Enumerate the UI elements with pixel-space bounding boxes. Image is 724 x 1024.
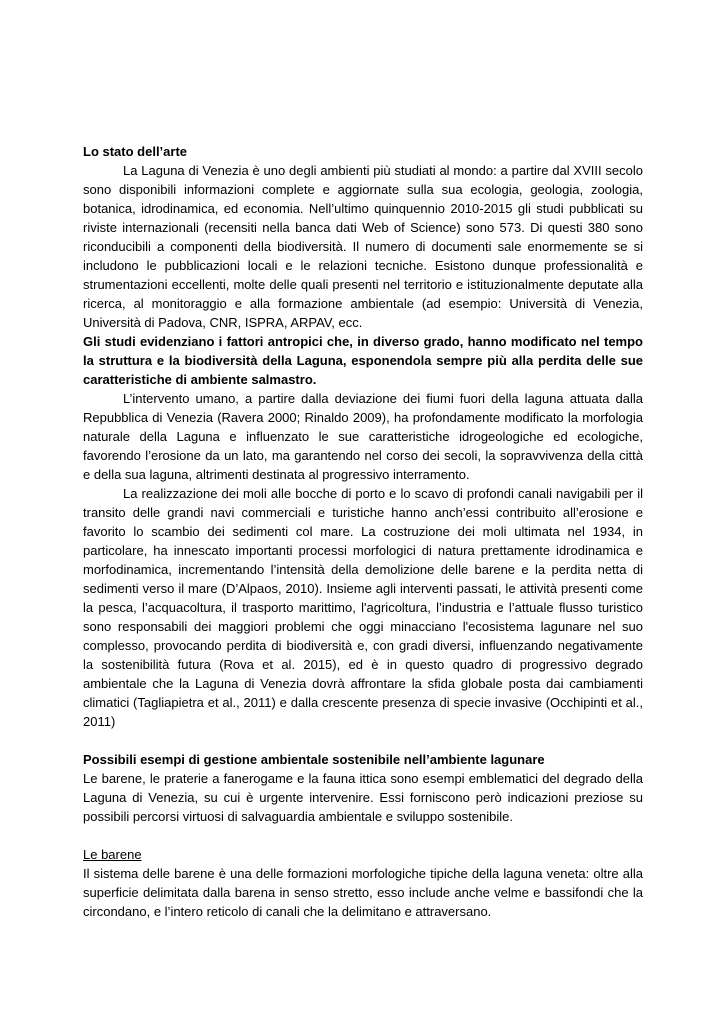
paragraph-sistema-barene: Il sistema delle barene è una delle formazioni morfologiche tipiche della laguna veneta: oltre alla superficie delimitata dalla barena in senso stretto, esso include anche velme e bassifondi che la circondano, e l’intero reticolo di canali che la delimitano e attraversano. (83, 866, 643, 919)
document-page (83, 142, 643, 921)
spacer (83, 826, 643, 845)
paragraph-intervento-umano: L’intervento umano, a partire dalla deviazione dei fiumi fuori della laguna attuata dalla Repubblica di Venezia (Ravera 2000; Rinaldo 2009), ha profondamente modificato la morfologia naturale della Laguna e influenzato le sue caratteristiche idrogeologiche ed ecologiche, favorendo l’erosione da un lato, ma garantendo nel corso dei secoli, la sopravvivenza della città e della sua laguna, altrimenti destinata al progressivo interramento. (83, 391, 643, 482)
section-title-gestione-sostenibile: Possibili esempi di gestione ambientale sostenibile nell’ambiente lagunare (83, 752, 545, 767)
paragraph-moli-canali: La realizzazione dei moli alle bocche di porto e lo scavo di profondi canali navigabili per il transito delle grandi navi commerciali e turistiche hanno anch’essi contribuito all’erosione e favorito lo scambio dei sedimenti col mare. La costruzione dei moli ultimata nel 1934, in particolare, ha innescato importanti processi morfologici di natura prettamente idrodinamica e morfodinamica, incrementando l’intensità della demolizione delle barene e la perdita netta di sedimenti verso il mare (D’Alpaos, 2010). Insieme agli interventi passati, le attività presenti come la pesca, l’acquacoltura, il trasporto marittimo, l'agricoltura, l’industria e l’attuale flusso turistico sono responsabili dei maggiori problemi che oggi minacciano l'ecosistema lagunare nel suo complesso, provocando perdita di biodiversità e, con gradi diversi, influenzando negativamente la sostenibilità futura (Rova et al. 2015), ed è in questo quadro di progressivo degrado ambientale che la Laguna di Venezia dovrà affrontare la sfida globale posta dai cambiamenti climatici (Tagliapietra et al., 2011) e dalla crescente presenza di specie invasive (Occhipinti et al., 2011) (83, 486, 643, 729)
paragraph-esempi-emblematici: Le barene, le praterie a fanerogame e la fauna ittica sono esempi emblematici del degrado della Laguna di Venezia, su cui è urgente intervenire. Essi forniscono però indicazioni preziose su possibili percorsi virtuosi di salvaguardia ambientale e sviluppo sostenibile. (83, 771, 643, 824)
paragraph-fattori-antropici: Gli studi evidenziano i fattori antropici che, in diverso grado, hanno modificato nel tempo la struttura e la biodiversità della Laguna, esponendola sempre più alla perdita delle sue caratteristiche di ambiente salmastro. (83, 334, 643, 387)
paragraph-laguna-studiata: La Laguna di Venezia è uno degli ambienti più studiati al mondo: a partire dal XVIII secolo sono disponibili informazioni complete e aggiornate sulla sua ecologia, geologia, zoologia, botanica, idrodinamica, ed economia. Nell’ultimo quinquennio 2010-2015 gli studi pubblicati su riviste internazionali (recensiti nella banca dati Web of Science) sono 573. Di questi 380 sono riconducibili a componenti della biodiversità. Il numero di documenti sale enormemente se si includono le pubblicazioni locali e le relazioni tecniche. Esistono dunque professionalità e strumentazioni eccellenti, molte delle quali presenti nel territorio e istituzionalmente deputate alla ricerca, al monitoraggio e alla formazione ambientale (ad esempio: Università di Venezia, Università di Padova, CNR, ISPRA, ARPAV, ecc. (83, 163, 643, 330)
section-title-stato-arte: Lo stato dell’arte (83, 144, 188, 159)
section-title-barene: Le barene (83, 847, 142, 862)
spacer (83, 731, 643, 750)
